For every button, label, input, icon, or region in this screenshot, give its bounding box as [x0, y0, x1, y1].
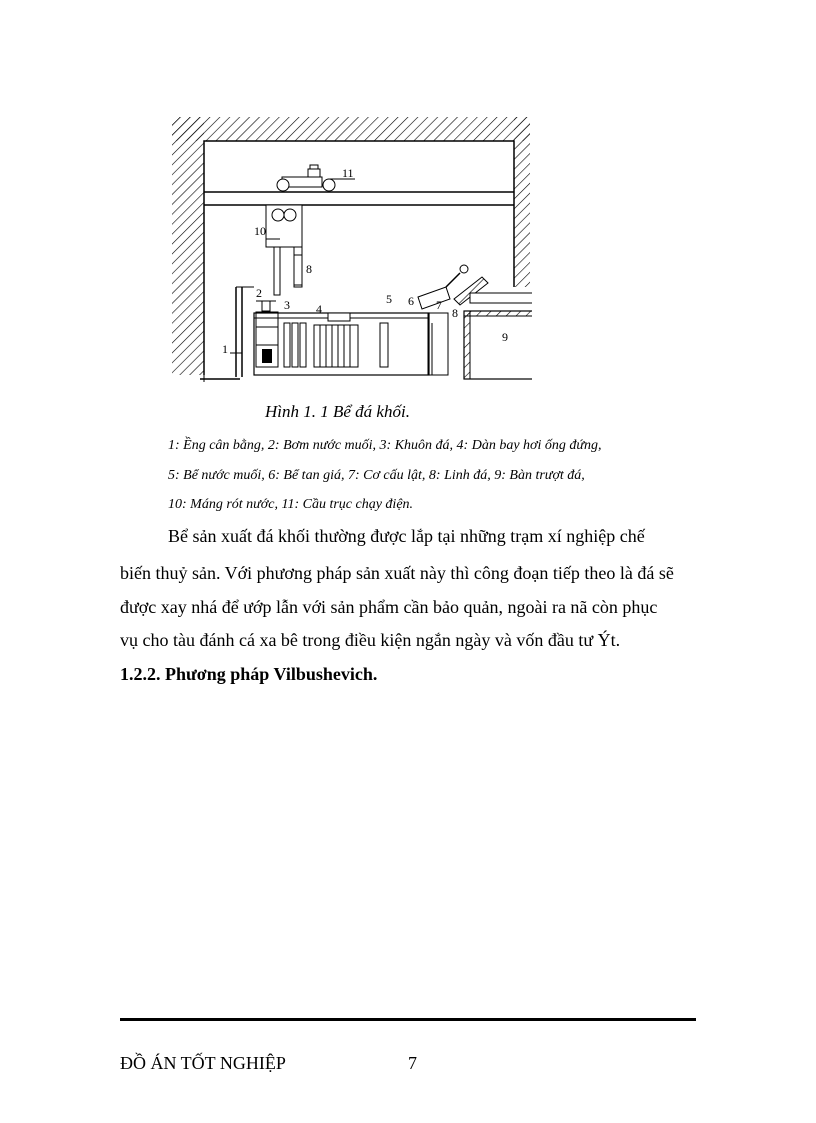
label-6: 6 [408, 294, 414, 308]
footer-title: ĐỒ ÁN TỐT NGHIỆP [120, 1053, 286, 1073]
figure-legend-line-1: 1: Ềng cân bằng, 2: Bơm nước muối, 3: Khuôn đá, 4: Dàn bay hơi ống đứng, [168, 438, 602, 453]
label-3: 3 [284, 298, 290, 312]
label-8-side: 8 [452, 306, 458, 320]
label-1: 1 [222, 342, 228, 356]
paragraph-line-1: Bể sản xuất đá khối thường được lắp tại những trạm xí nghiệp chế [168, 526, 645, 546]
label-11: 11 [342, 166, 354, 180]
label-2: 2 [256, 286, 262, 300]
left-wall-hatch [172, 117, 204, 379]
page-number: 7 [408, 1053, 417, 1073]
label-10: 10 [254, 224, 266, 238]
label-4: 4 [316, 302, 322, 316]
figure-caption: Hình 1. 1 Bể đá khối. [265, 402, 410, 421]
label-7: 7 [436, 298, 442, 312]
ice-block-tank-diagram [170, 117, 532, 390]
ceiling-hatch [172, 117, 530, 141]
label-8-ice: 8 [306, 262, 312, 276]
ice-block-tank-figure [170, 117, 532, 390]
label-9: 9 [502, 330, 508, 344]
figure-legend-line-3: 10: Máng rót nước, 11: Cầu trục chạy điện. [168, 497, 414, 512]
label-5: 5 [386, 292, 392, 306]
paragraph-line-4: vụ cho tàu đánh cá xa bê trong điều kiện ngắn ngày và vốn đầu tư Ýt. [120, 630, 621, 650]
paragraph-line-3: được xay nhá để ướp lẫn với sản phẩm cần bảo quản, ngoài ra nã còn phục [120, 597, 658, 617]
right-wall-hatch [514, 117, 530, 287]
footer-divider [120, 1018, 696, 1021]
section-heading: 1.2.2. Phương pháp Vilbushevich. [120, 664, 378, 684]
paragraph-line-2: biến thuỷ sản. Với phương pháp sản xuất này thì công đoạn tiếp theo là đá sẽ [120, 563, 674, 583]
figure-legend-line-2: 5: Bể nước muối, 6: Bể tan giá, 7: Cơ cấu lật, 8: Linh đá, 9: Bàn trượt đá, [168, 468, 585, 483]
